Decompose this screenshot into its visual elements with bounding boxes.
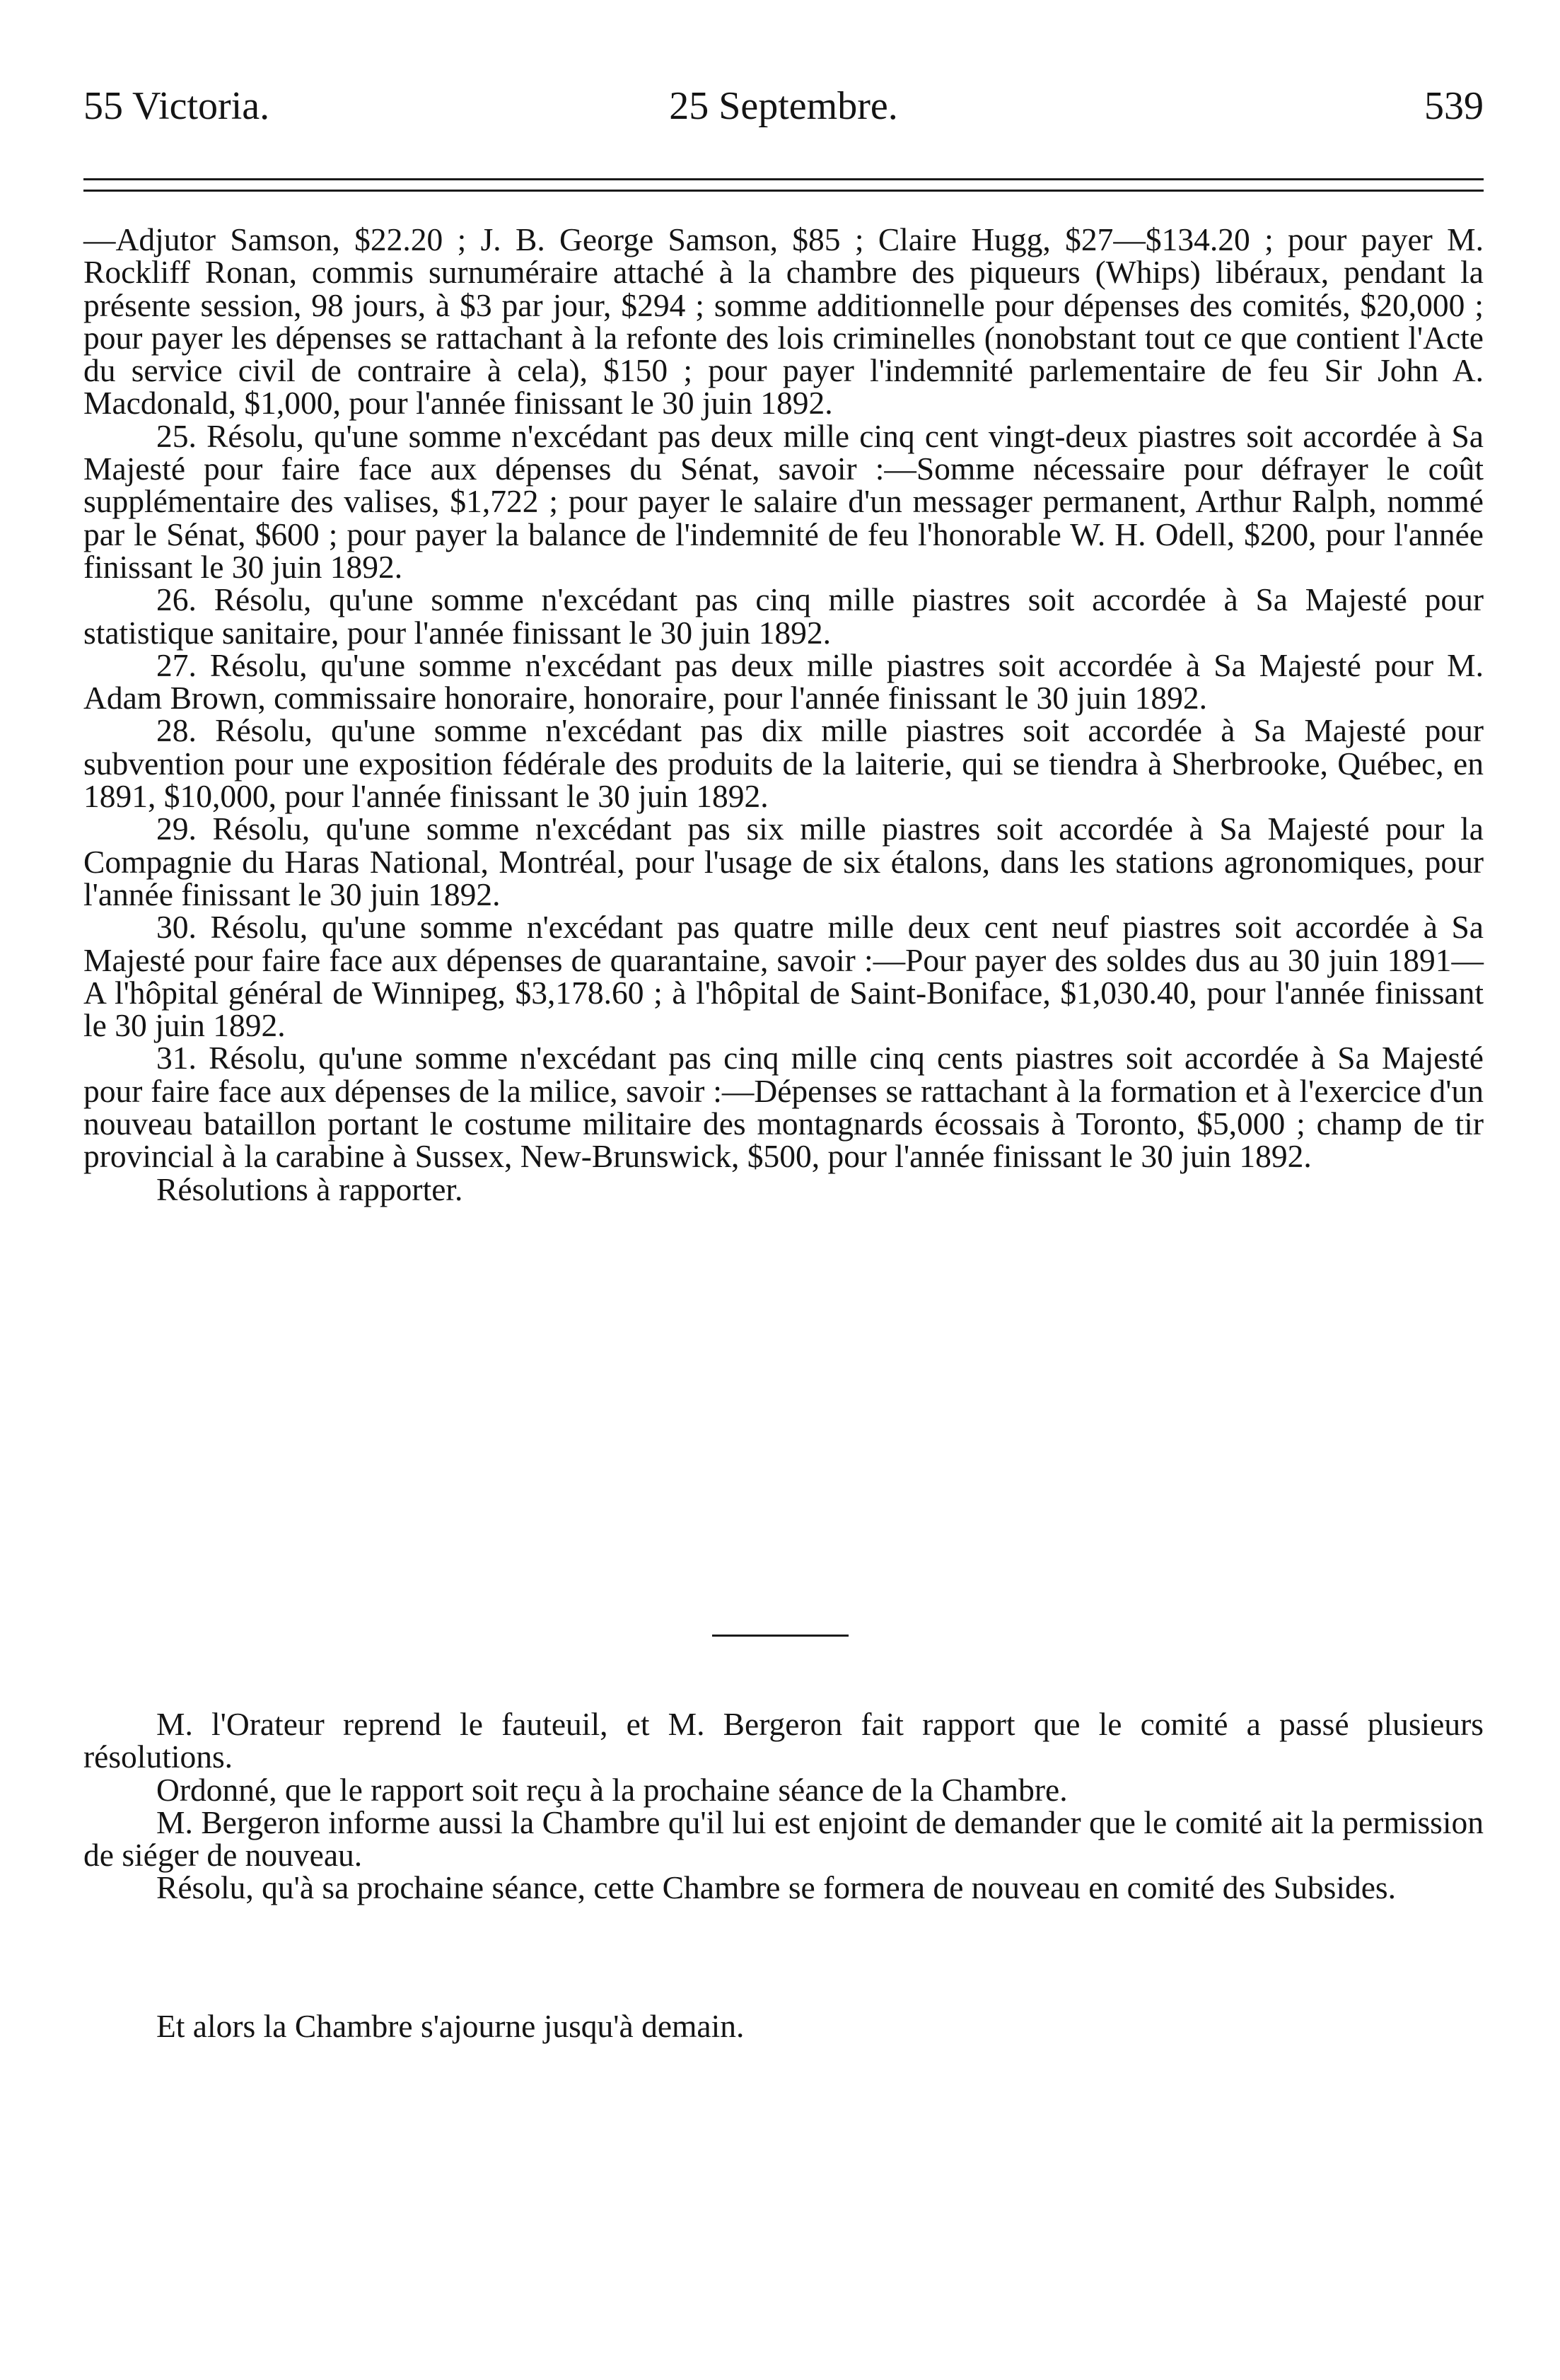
resolution-25: 25. Résolu, qu'une somme n'excédant pas deux mille cinq cent vingt-deux piastres soit accordée à Sa Majesté pour faire face aux dépenses du Sénat, savoir :—Somme nécessaire pour défrayer le coût supplémentaire des valises, $1,722 ; pour payer le salaire d'un messager permanent, Arthur Ralph, nommé par le Sénat, $600 ; pour payer la balance de l'indemnité de feu l'honorable W. H. Odell, $200, pour l'année finissant le 30 juin 1892. — [83, 417, 1484, 585]
page-number: 539 — [1424, 84, 1484, 128]
header-rule-top — [83, 178, 1484, 180]
page-header — [83, 83, 1484, 140]
order-paragraph: Ordonné, que le rapport soit reçu à la prochaine séance de la Chambre. — [156, 1771, 1068, 1808]
header-session: 55 Victoria. — [83, 84, 270, 128]
resolution-30: 30. Résolu, qu'une somme n'excédant pas quatre mille deux cent neuf piastres soit accordée à Sa Majesté pour faire face aux dépenses de quarantaine, savoir :—Pour payer des soldes dus au 30 juin 1891—A l'hôpital général de Winnipeg, $3,178.60 ; à l'hôpital de Saint-Boniface, $1,030.40, pour l'année finissant le 30 juin 1892. — [83, 909, 1484, 1044]
permission-paragraph: M. Bergeron informe aussi la Chambre qu'il lui est enjoint de demander que le comité ait la permission de siéger de nouveau. — [83, 1804, 1484, 1874]
resolution-28: 28. Résolu, qu'une somme n'excédant pas dix mille piastres soit accordée à Sa Majesté pour subvention pour une exposition fédérale des produits de la laiterie, qui se tiendra à Sherbrooke, Québec, en 1891, $10,000, pour l'année finissant le 30 juin 1892. — [83, 712, 1484, 815]
report-paragraph: M. l'Orateur reprend le fauteuil, et M. Bergeron fait rapport que le comité a passé plusieurs résolutions. — [83, 1706, 1484, 1775]
resolution-26: 26. Résolu, qu'une somme n'excédant pas cinq mille piastres soit accordée à Sa Majesté pour statistique sanitaire, pour l'année finissant le 30 juin 1892. — [83, 581, 1484, 651]
resolution-31: 31. Résolu, qu'une somme n'excédant pas cinq mille cinq cents piastres soit accordée à Sa Majesté pour faire face aux dépenses de la milice, savoir :—Dépenses se rattachant à la formation et à l'exercice d'un nouveau bataillon portant le costume militaire des montagnards écossais à Toronto, $5,000 ; champ de tir provincial à la carabine à Sussex, New-Brunswick, $500, pour l'année finissant le 30 juin 1892. — [83, 1040, 1484, 1175]
resolution-29: 29. Résolu, qu'une somme n'excédant pas six mille piastres soit accordée à Sa Majesté pour la Compagnie du Haras National, Montréal, pour l'usage de six étalons, dans les stations agronomiques, pour l'année finissant le 30 juin 1892. — [83, 811, 1484, 912]
resolutions-section — [83, 221, 1484, 1207]
header-rule-bottom — [83, 190, 1484, 192]
resolution-27: 27. Résolu, qu'une somme n'excédant pas deux mille piastres soit accordée à Sa Majesté pour M. Adam Brown, commissaire honoraire, honoraire, pour l'année finissant le 30 juin 1892. — [83, 646, 1484, 716]
section-separator — [712, 1635, 849, 1637]
adjournment-line: Et alors la Chambre s'ajourne jusqu'à demain. — [156, 2008, 745, 2044]
header-date: 25 Septembre. — [669, 84, 898, 128]
report-section — [83, 1708, 1484, 1905]
continued-paragraph: —Adjutor Samson, $22.20 ; J. B. George Samson, $85 ; Claire Hugg, $27—$134.20 ; pour payer M. Rockliff Ronan, commis surnuméraire attaché à la chambre des piqueurs (Whips) libéraux, pendant la présente session, 98 jours, à $3 par jour, $294 ; somme additionnelle pour dépenses des comités, $20,000 ; pour payer les dépenses se rattachant à la refonte des lois criminelles (nonobstant tout ce que contient l'Acte du service civil de contraire à cela), $150 ; pour payer l'indemnité parlementaire de feu Sir John A. Macdonald, $1,000, pour l'année finissant le 30 juin 1892. — [83, 221, 1484, 422]
resolutions-to-report: Résolutions à rapporter. — [156, 1171, 463, 1207]
subsidies-paragraph: Résolu, qu'à sa prochaine séance, cette Chambre se formera de nouveau en comité des Subsides. — [156, 1869, 1397, 1906]
